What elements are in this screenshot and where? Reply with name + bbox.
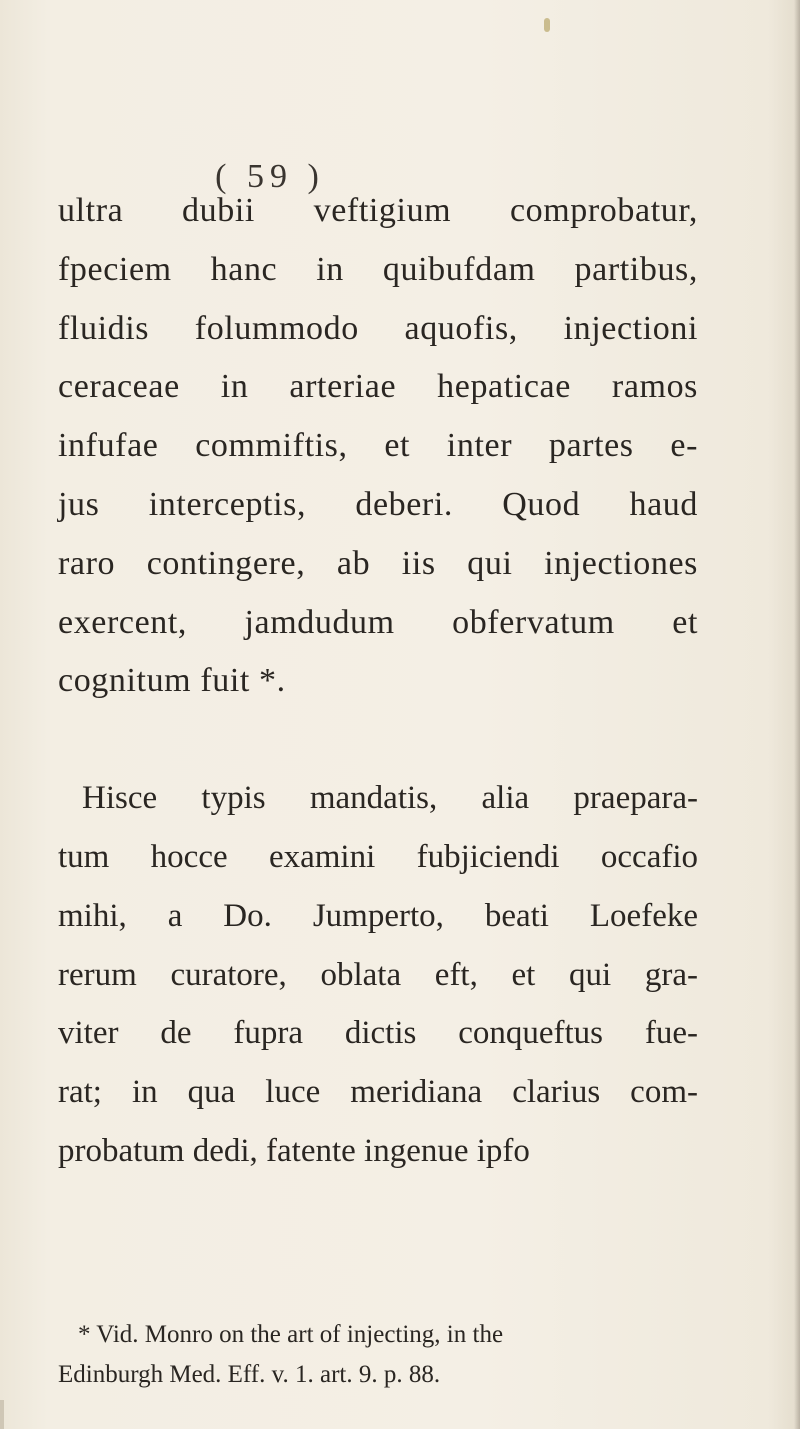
text-line: tum hocce examini fubjiciendi occafio: [58, 838, 698, 875]
text-line: probatum dedi, fatente ingenue ipfo: [58, 1132, 530, 1169]
text-line: jus interceptis, deberi. Quod haud: [58, 485, 698, 523]
footnote: [58, 1315, 698, 1395]
footnote-line: * Vid. Monro on the art of injecting, in the: [78, 1321, 504, 1348]
text-line: rat; in qua luce meridiana clarius com-: [58, 1074, 698, 1111]
body-text: [58, 182, 698, 1181]
text-line: raro contingere, ab iis qui injectiones: [58, 544, 698, 582]
text-line: rerum curatore, oblata eft, et qui gra-: [58, 956, 698, 993]
text-line: ceraceae in arteriae hepaticae ramos: [58, 368, 698, 406]
footnote-line: Edinburgh Med. Eff. v. 1. art. 9. p. 88.: [58, 1361, 441, 1388]
text-line: mihi, a Do. Jumperto, beati Loefeke: [58, 897, 698, 934]
text-line: cognitum fuit *.: [58, 662, 286, 700]
paragraph-2: [58, 769, 698, 1181]
page-edge-shadow: [794, 0, 800, 1429]
text-line: ultra dubii veftigium comprobatur,: [58, 192, 698, 229]
text-line: infufae commiftis, et inter partes e-: [58, 427, 698, 465]
text-line: Hisce typis mandatis, alia praepara-: [82, 780, 698, 817]
text-line: viter de fupra dictis conqueftus fue-: [58, 1015, 698, 1052]
text-line: fpeciem hanc in quibufdam partibus,: [58, 250, 698, 288]
text-line: exercent, jamdudum obfervatum et: [58, 603, 698, 641]
ink-speck: [544, 18, 550, 32]
page-margin-mark: [0, 1400, 4, 1429]
paragraph-1: [58, 182, 698, 711]
text-line: fluidis folummodo aquofis, injectioni: [58, 309, 698, 347]
page-number: ( 59 ): [215, 158, 325, 195]
